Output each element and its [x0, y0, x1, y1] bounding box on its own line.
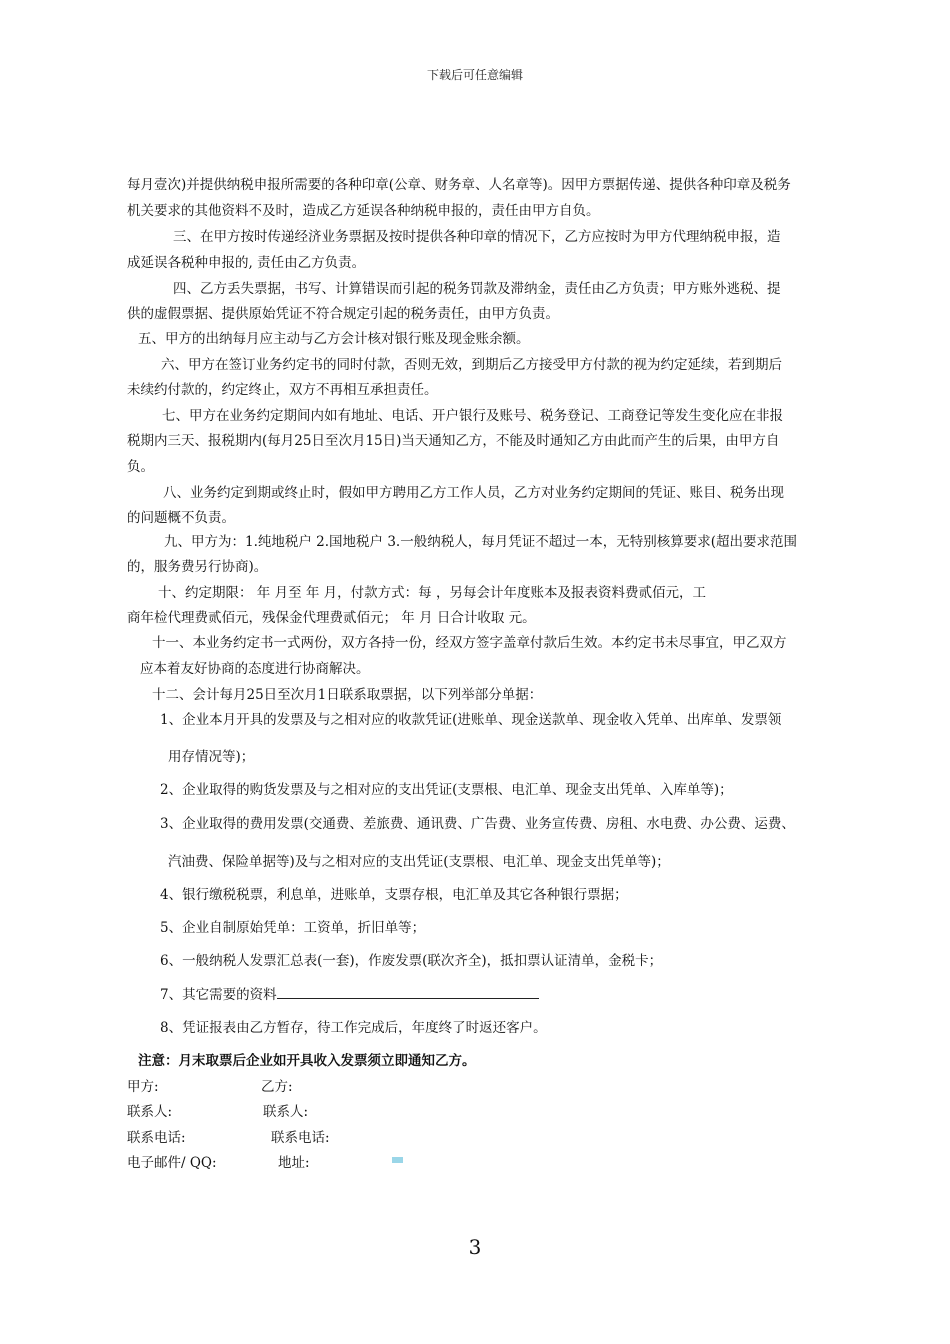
list-item-line: 5、企业自制原始凭单：工资单，折旧单等；: [160, 920, 426, 936]
paragraph-line: 四、乙方丢失票据，书写、计算错误而引起的税务罚款及滞纳金，责任由乙方负责；甲方账外逃税、提: [173, 281, 781, 297]
list-item-line: 汽油费、保险单据等)及与之相对应的支出凭证(支票根、电汇单、现金支出凭单等)；: [168, 854, 670, 870]
paragraph-line: 机关要求的其他资料不及时，造成乙方延误各种纳税申报的，责任由甲方自负。: [127, 203, 600, 219]
paragraph-line: 七、甲方在业务约定期间内如有地址、电话、开户银行及账号、税务登记、工商登记等发生变化应在非报: [162, 408, 783, 424]
phone-b-label: 联系电话:: [271, 1130, 330, 1146]
list-item-line: 6、一般纳税人发票汇总表(一套)，作废发票(联次齐全)，抵扣票认证清单，金税卡；: [160, 953, 663, 969]
paragraph-line: 商年检代理费贰佰元，残保金代理费贰佰元； 年 月 日合计收取 元。: [127, 610, 536, 626]
list-item-line: 3、企业取得的费用发票(交通费、差旅费、通讯费、广告费、业务宣传费、房租、水电费、办公费、运费、: [160, 816, 795, 832]
note-line: 注意：月末取票后企业如开具收入发票须立即通知乙方。: [138, 1053, 476, 1069]
email-a-label: 电子邮件/ QQ:: [127, 1155, 217, 1171]
list-item-line: 用存情况等)；: [168, 749, 255, 765]
list-item-line: 8、凭证报表由乙方暂存，待工作完成后，年度终了时返还客户。: [160, 1020, 547, 1036]
paragraph-line: 供的虚假票据、提供原始凭证不符合规定引起的税务责任，由甲方负责。: [127, 306, 559, 322]
paragraph-line: 的问题概不负责。: [127, 510, 235, 526]
paragraph-line: 五、甲方的出纳每月应主动与乙方会计核对银行账及现金账余额。: [138, 331, 530, 347]
paragraph-line: 八、业务约定到期或终止时，假如甲方聘用乙方工作人员，乙方对业务约定期间的凭证、账目、税务出现: [163, 485, 784, 501]
paragraph-line: 负。: [127, 459, 154, 475]
paragraph-line: 九、甲方为：1.纯地税户 2.国地税户 3.一般纳税人，每月凭证不超过一本，无特别核算要求(超出要求范围: [164, 534, 797, 550]
paragraph-line: 应本着友好协商的态度进行协商解决。: [140, 661, 370, 677]
paragraph-line: 的，服务费另行协商)。: [127, 559, 268, 575]
paragraph-line: 三、在甲方按时传递经济业务票据及按时提供各种印章的情况下，乙方应按时为甲方代理纳税申报，造: [173, 229, 781, 245]
party-b-label: 乙方:: [261, 1079, 293, 1095]
paragraph-line: 十二、会计每月25日至次月1日联系取票据，以下列举部分单据：: [152, 687, 543, 703]
paragraph-line: 十、约定期限： 年 月至 年 月，付款方式：每 ，另每会计年度账本及报表资料费贰佰元，工: [158, 585, 706, 601]
paragraph-line: 成延误各税种申报的, 责任由乙方负责。: [127, 255, 366, 271]
highlight-mark: [392, 1157, 403, 1163]
paragraph-line: 六、甲方在签订业务约定书的同时付款，否则无效，到期后乙方接受甲方付款的视为约定延续，若到期后: [161, 357, 782, 373]
contact-a-label: 联系人:: [127, 1104, 173, 1120]
page-header: 下载后可任意编辑: [426, 68, 523, 82]
paragraph-line: 未续约付款的，约定终止，双方不再相互承担责任。: [127, 382, 438, 398]
list-item-line: [160, 983, 539, 1003]
page-number: 3: [468, 1235, 482, 1259]
address-b-label: 地址:: [278, 1155, 310, 1171]
contact-b-label: 联系人:: [263, 1104, 309, 1120]
paragraph-line: 税期内三天、报税期内(每月25日至次月15日)当天通知乙方，不能及时通知乙方由此而产生的后果，由甲方自: [127, 433, 780, 449]
party-a-label: 甲方:: [127, 1079, 159, 1095]
list-item-line: 4、银行缴税税票，利息单，进账单，支票存根，电汇单及其它各种银行票据；: [160, 887, 628, 903]
paragraph-line: 十一、本业务约定书一式两份，双方各持一份，经双方签字盖章付款后生效。本约定书未尽事宜，甲乙双方: [152, 635, 787, 651]
list-item-text: 7、其它需要的资料: [160, 987, 277, 1003]
list-item-line: 1、企业本月开具的发票及与之相对应的收款凭证(进账单、现金送款单、现金收入凭单、出库单、发票领: [160, 712, 782, 728]
phone-a-label: 联系电话:: [127, 1130, 186, 1146]
paragraph-line: 每月壹次)并提供纳税申报所需要的各种印章(公章、财务章、人名章等)。因甲方票据传递、提供各种印章及税务: [127, 177, 791, 193]
fill-in-underline: [277, 986, 539, 999]
list-item-line: 2、企业取得的购货发票及与之相对应的支出凭证(支票根、电汇单、现金支出凭单、入库单等)；: [160, 782, 733, 798]
